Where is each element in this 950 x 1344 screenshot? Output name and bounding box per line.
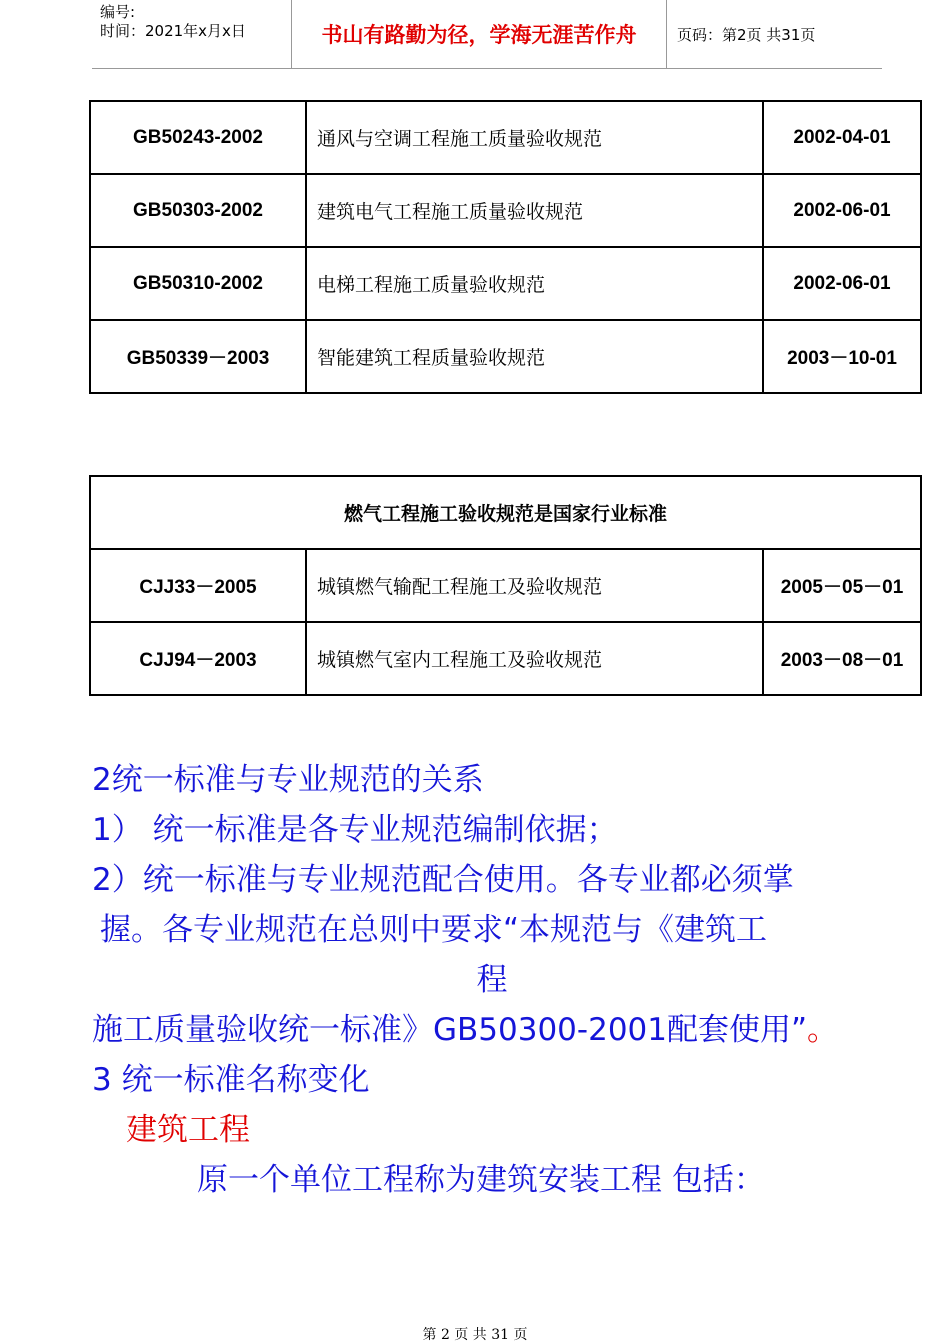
- table-row: [90, 549, 921, 622]
- section-heading: 3 统一标准名称变化: [92, 1062, 370, 1098]
- table-row: [90, 174, 921, 247]
- standard-date: 2002-06-01: [763, 247, 921, 320]
- paragraph-line: 握。各专业规范在总则中要求“本规范与《建筑工: [100, 912, 768, 948]
- header-motto: 书山有路勤为径，学海无涯苦作舟: [292, 0, 667, 68]
- header-page-info: 页码：第2页 共31页: [677, 25, 816, 44]
- standard-name: 建筑电气工程施工质量验收规范: [306, 174, 763, 247]
- body-text: [92, 755, 892, 1205]
- section-heading: 2统一标准与专业规范的关系: [92, 762, 484, 798]
- paragraph-line: 1） 统一标准是各专业规范编制依据；: [92, 812, 618, 848]
- table-row: [90, 247, 921, 320]
- standard-code: GB50310-2002: [90, 247, 306, 320]
- gas-standards-table: [89, 475, 922, 696]
- paragraph-line: 原一个单位工程称为建筑安装工程 包括：: [197, 1162, 765, 1198]
- standard-date: 2002-06-01: [763, 174, 921, 247]
- header-meta: [92, 0, 292, 68]
- standard-date: 2002-04-01: [763, 101, 921, 174]
- standard-code: GB50243-2002: [90, 101, 306, 174]
- standard-code: GB50339－2003: [90, 320, 306, 393]
- paragraph-line: 2）统一标准与专业规范配合使用。各专业都必须掌: [92, 862, 794, 898]
- paragraph-line: [92, 1005, 892, 1055]
- page-footer: 第 2 页 共 31 页: [422, 1327, 528, 1343]
- standards-table: [89, 100, 922, 394]
- paragraph-line: 程: [476, 962, 508, 998]
- standard-date: 2003－10-01: [763, 320, 921, 393]
- standard-code: GB50303-2002: [90, 174, 306, 247]
- page-header: [92, 0, 882, 69]
- standard-name: 城镇燃气输配工程施工及验收规范: [306, 549, 763, 622]
- table-row: [90, 320, 921, 393]
- standard-name: 智能建筑工程质量验收规范: [306, 320, 763, 393]
- table-caption-row: [90, 476, 921, 549]
- paragraph-text: 施工质量验收统一标准》GB50300-2001配套使用”: [92, 1012, 808, 1048]
- standard-date: 2005－05－01: [763, 549, 921, 622]
- standard-name: 城镇燃气室内工程施工及验收规范: [306, 622, 763, 695]
- red-subheading: 建筑工程: [126, 1112, 250, 1148]
- table-row: [90, 101, 921, 174]
- table-row: [90, 622, 921, 695]
- doc-time-label: 时间：2021年x月x日: [100, 22, 246, 40]
- standard-name: 电梯工程施工质量验收规范: [306, 247, 763, 320]
- standard-name: 通风与空调工程施工质量验收规范: [306, 101, 763, 174]
- standard-code: CJJ94－2003: [90, 622, 306, 695]
- red-period: 。: [807, 1012, 839, 1048]
- doc-number-label: 编号:: [100, 3, 136, 21]
- standard-code: CJJ33－2005: [90, 549, 306, 622]
- table-caption: 燃气工程施工验收规范是国家行业标准: [90, 476, 921, 549]
- standard-date: 2003－08－01: [763, 622, 921, 695]
